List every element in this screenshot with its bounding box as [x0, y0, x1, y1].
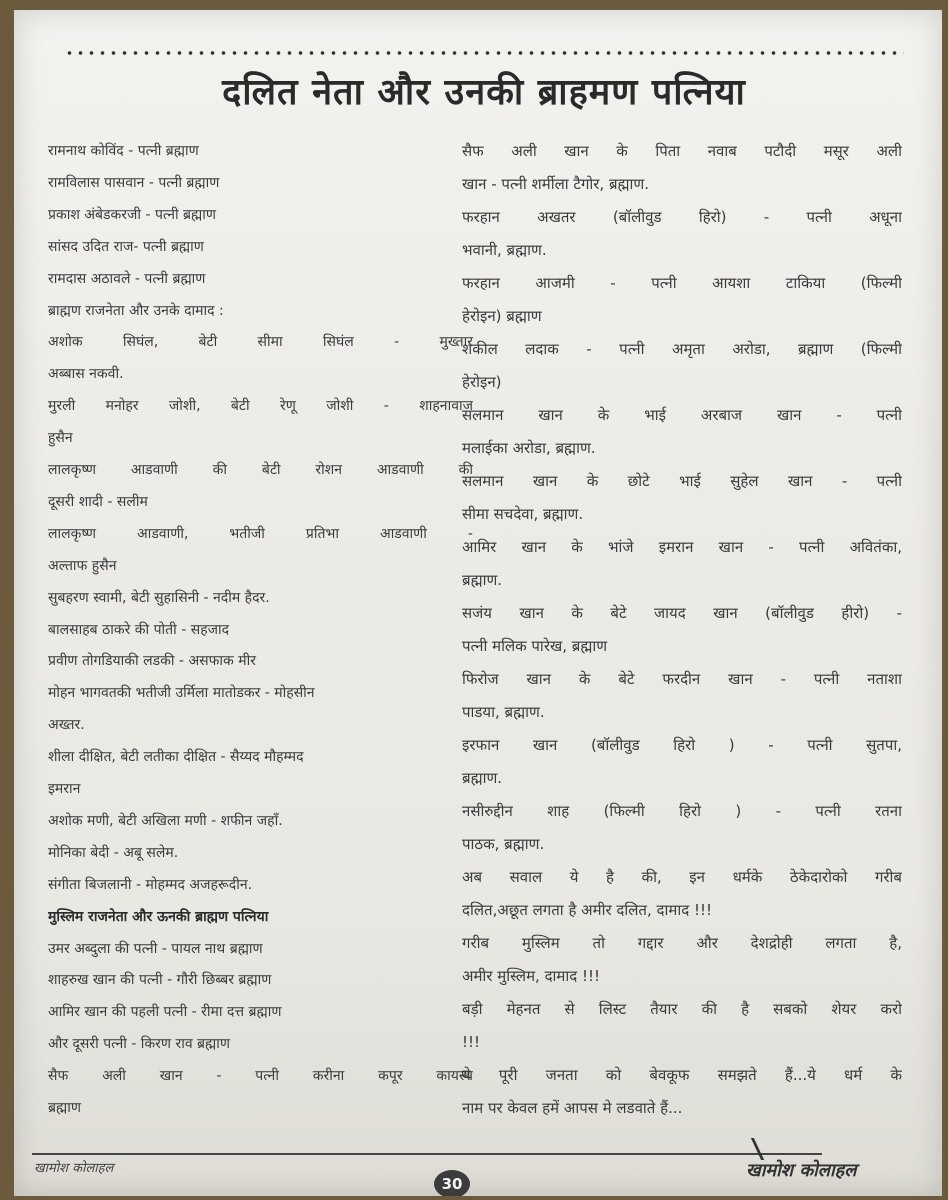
left-column-line: सांसद उदित राज- पत्नी ब्रह्माण: [48, 238, 204, 255]
right-column-line: सैफ अली खान के पिता नवाब पटौदी मसूर अली: [462, 142, 902, 160]
left-column-line: शाहरुख खान की पत्नी - गौरी छिब्बर ब्रह्माण: [48, 972, 272, 989]
signature: खामोश कोलाहल: [746, 1160, 857, 1181]
right-column-line: फरहान अखतर (बॉलीवुड हिरो) - पत्नी अधूना: [462, 208, 902, 226]
right-column-line: अब सवाल ये है की, इन धर्मके ठेकेदारोको गरीब: [462, 868, 902, 886]
right-column-line: शकील लदाक - पत्नी अमृता अरोडा, ब्रह्माण (फिल्मी: [462, 340, 902, 358]
right-column-line: ब्रह्माण.: [462, 769, 503, 787]
left-column-line: लालकृष्ण आडवाणी, भतीजी प्रतिभा आडवाणी -: [48, 525, 473, 542]
left-column-line: सुबहरण स्वामी, बेटी सुहासिनी - नदीम हैदर.: [48, 589, 270, 606]
left-column-line: इमरान: [48, 781, 81, 797]
right-column-line: सीमा सचदेवा, ब्रह्माण.: [462, 505, 584, 523]
left-column-line: उमर अब्दुला की पत्नी - पायल नाथ ब्रह्माण: [48, 940, 263, 957]
right-column-line: अमीर मुस्लिम, दामाद !!!: [462, 967, 601, 985]
left-column-line: रामविलास पासवान - पत्नी ब्रह्माण: [48, 174, 220, 191]
footer-left-text: खामोश कोलाहल: [34, 1161, 114, 1176]
page-title: दलित नेता और उनकी ब्राहमण पत्निया: [222, 72, 746, 113]
right-column-line: आमिर खान के भांजे इमरान खान - पत्नी अवितंका,: [462, 538, 902, 556]
signature-flourish: [737, 1138, 764, 1160]
footer-rule: [32, 1153, 822, 1155]
right-column-line: ब्रह्माण.: [462, 571, 503, 589]
left-column-line: हुसैन: [48, 430, 73, 447]
left-column-line: मुरली मनोहर जोशी, बेटी रेणू जोशी - शाहनावाज: [48, 398, 473, 415]
left-column-line: दूसरी शादी - सलीम: [48, 493, 148, 510]
right-column-line: सलमान खान के छोटे भाई सुहेल खान - पत्नी: [462, 472, 902, 490]
left-column-line: लालकृष्ण आडवाणी की बेटी रोशन आडवाणी की: [48, 462, 473, 478]
left-column-line: ब्रह्माण: [48, 1100, 81, 1116]
right-column-line: भवानी, ब्रह्माण.: [462, 241, 547, 259]
left-column-line: अल्ताफ हुसैन: [48, 557, 117, 574]
left-column-line: आमिर खान की पहली पत्नी - रीमा दत्त ब्रह्माण: [48, 1004, 282, 1021]
left-column-line: ब्राह्मण राजनेता और उनके दामाद :: [48, 302, 224, 319]
right-column-line: !!!: [462, 1033, 481, 1051]
left-column-line: प्रवीण तोगडियाकी लडकी - असफाक मीर: [48, 653, 256, 670]
right-column-line: इरफान खान (बॉलीवुड हिरो ) - पत्नी सुतपा,: [462, 736, 902, 754]
left-column-line: संगीता बिजलानी - मोहम्मद अजहरूदीन.: [48, 876, 253, 893]
right-column-line: नसीरुद्दीन शाह (फिल्मी हिरो ) - पत्नी रतना: [462, 802, 902, 820]
right-column-line: ये पूरी जनता को बेवकूफ समझते हैं...ये धर्म के: [462, 1066, 902, 1084]
left-column-line: प्रकाश अंबेडकरजी - पत्नी ब्रह्माण: [48, 206, 216, 223]
right-column-line: पाडया, ब्रह्माण.: [462, 703, 545, 721]
left-column-line: बालसाहब ठाकरे की पोती - सहजाद: [48, 621, 230, 638]
right-column-line: मलाईका अरोडा, ब्रह्माण.: [462, 439, 596, 457]
left-column-line: अख्तर.: [48, 717, 85, 734]
page-number-badge: 30: [434, 1170, 470, 1196]
right-column-line: फिरोज खान के बेटे फरदीन खान - पत्नी नताशा: [462, 670, 902, 688]
right-column-line: हेरोइन): [462, 373, 502, 391]
left-column-line: शीला दीक्षित, बेटी लतीका दीक्षित - सैय्यद मौहम्मद: [48, 749, 304, 766]
left-column-line: अशोक सिघंल, बेटी सीमा सिघंल - मुख्तार: [48, 334, 473, 351]
right-column-line: गरीब मुस्लिम तो गद्दार और देशद्रोही लगता है,: [462, 934, 902, 952]
left-column-line: मोहन भागवतकी भतीजी उर्मिला मातोडकर - मोहसीन: [48, 685, 315, 702]
left-column-line: अशोक मणी, बेटी अखिला मणी - शफीन जहाँ.: [48, 812, 283, 829]
right-column-line: फरहान आजमी - पत्नी आयशा टाकिया (फिल्मी: [462, 274, 902, 292]
left-column-line: मुस्लिम राजनेता और ऊनकी ब्राह्मण पत्निया: [48, 908, 269, 925]
left-column-line: रामदास अठावले - पत्नी ब्रह्माण: [48, 270, 206, 287]
left-column-line: रामनाथ कोविंद - पत्नी ब्रह्माण: [48, 143, 199, 159]
right-column-line: पत्नी मलिक पारेख, ब्रह्माण: [462, 637, 608, 655]
right-column-line: बड़ी मेहनत से लिस्ट तैयार की है सबको शेयर करो: [462, 1000, 902, 1018]
right-column-line: सजंय खान के बेटे जायद खान (बॉलीवुड हीरो) -: [462, 604, 902, 622]
left-column-line: और दूसरी पत्नी - किरण राव ब्रह्माण: [48, 1036, 231, 1053]
right-column-line: नाम पर केवल हमें आपस मे लडवाते हैं...: [462, 1099, 683, 1117]
left-column-line: मोनिका बेदी - अबू सलेम.: [48, 844, 179, 861]
right-column-line: खान - पत्नी शर्मीला टैगोर, ब्रह्माण.: [462, 175, 650, 193]
left-column-line: अब्बास नकवी.: [48, 366, 124, 383]
left-column-line: सैफ अली खान - पत्नी करीना कपूर कायस्थ: [48, 1068, 473, 1085]
right-column-line: पाठक, ब्रह्माण.: [462, 835, 545, 853]
document-page: [14, 10, 942, 1196]
dotted-divider: [64, 50, 904, 56]
right-column-line: हेरोइन) ब्रह्माण: [462, 307, 542, 325]
right-column-line: दलित,अछूत लगता है अमीर दलित, दामाद !!!: [462, 901, 712, 919]
right-column-line: सलमान खान के भाई अरबाज खान - पत्नी: [462, 406, 902, 424]
